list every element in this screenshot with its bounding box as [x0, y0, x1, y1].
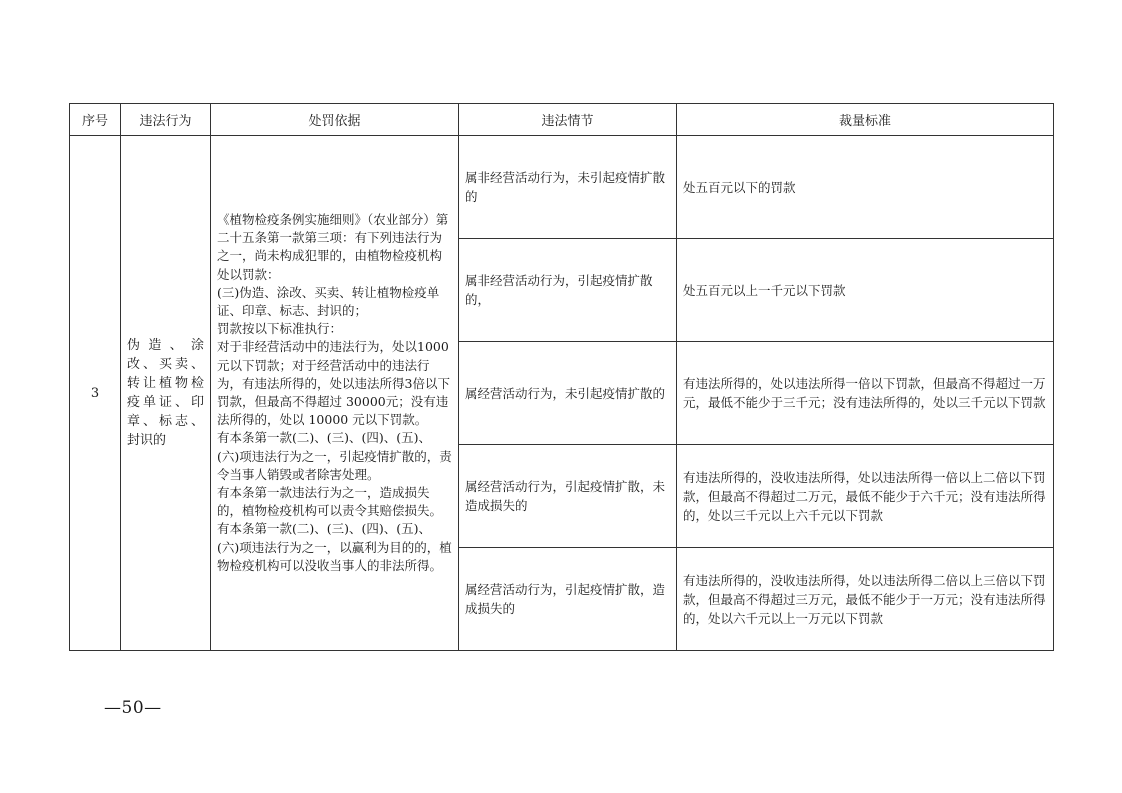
- situation-cell: 属非经营活动行为，未引起疫情扩散的: [459, 136, 677, 239]
- situation-cell: 属经营活动行为，引起疫情扩散，未造成损失的: [459, 445, 677, 548]
- basis-paragraph: 对于非经营活动中的违法行为，处以1000元以下罚款；对于经营活动中的违法行为，有违法所得的，处以违法所得3倍以下罚款，但最高不得超过 30000元；没有违法所得的，处以 10000 元以下罚款。: [217, 339, 450, 428]
- page-number: —50—: [104, 698, 162, 718]
- standard-cell: 有违法所得的，没收违法所得，处以违法所得二倍以上三倍以下罚款，但最高不得超过三万元，最低不能少于一万元；没有违法所得的，处以六千元以上一万元以下罚款: [677, 548, 1054, 651]
- situation-cell: 属经营活动行为，引起疫情扩散，造成损失的: [459, 548, 677, 651]
- basis-paragraph: 罚款按以下标准执行：: [217, 321, 343, 337]
- penalty-table: [69, 103, 1054, 651]
- header-standard: 裁量标准: [677, 104, 1054, 136]
- basis-paragraph: 《植物检疫条例实施细则》（农业部分）第二十五条第一款第三项：有下列违法行为之一，尚未构成犯罪的，由植物检疫机构处以罚款：: [217, 211, 449, 282]
- basis-paragraph: 有本条第一款(二)、(三)、(四)、(五)、(六)项违法行为之一，引起疫情扩散的，责令当事人销毁或者除害处理。: [217, 430, 452, 482]
- table-row: [70, 136, 1054, 239]
- standard-cell: 有违法所得的，没收违法所得，处以违法所得一倍以上二倍以下罚款，但最高不得超过二万元，最低不能少于六千元；没有违法所得的，处以三千元以上六千元以下罚款: [677, 445, 1054, 548]
- standard-cell: 处五百元以下的罚款: [677, 136, 1054, 239]
- basis-paragraph: 有本条第一款(二)、(三)、(四)、(五)、(六)项违法行为之一，以赢利为目的的，植物检疫机构可以没收当事人的非法所得。: [217, 521, 452, 573]
- table-header-row: [70, 104, 1054, 136]
- behavior-cell: 伪造、涂改、买卖、转让植物检疫单证、印章、标志、封识的: [121, 136, 211, 651]
- header-basis: 处罚依据: [211, 104, 459, 136]
- basis-paragraph: 有本条第一款违法行为之一，造成损失的，植物检疫机构可以责令其赔偿损失。: [217, 485, 443, 519]
- seq-cell: 3: [70, 136, 121, 651]
- basis-paragraph: (三)伪造、涂改、买卖、转让植物检疫单证、印章、标志、封识的；: [217, 284, 440, 318]
- standard-cell: 处五百元以上一千元以下罚款: [677, 239, 1054, 342]
- situation-cell: 属非经营活动行为，引起疫情扩散的，: [459, 239, 677, 342]
- basis-cell: [211, 136, 459, 651]
- header-situation: 违法情节: [459, 104, 677, 136]
- header-seq: 序号: [70, 104, 121, 136]
- standard-cell: 有违法所得的，处以违法所得一倍以下罚款，但最高不得超过一万元，最低不能少于三千元；没有违法所得的，处以三千元以下罚款: [677, 342, 1054, 445]
- situation-cell: 属经营活动行为，未引起疫情扩散的: [459, 342, 677, 445]
- header-behavior: 违法行为: [121, 104, 211, 136]
